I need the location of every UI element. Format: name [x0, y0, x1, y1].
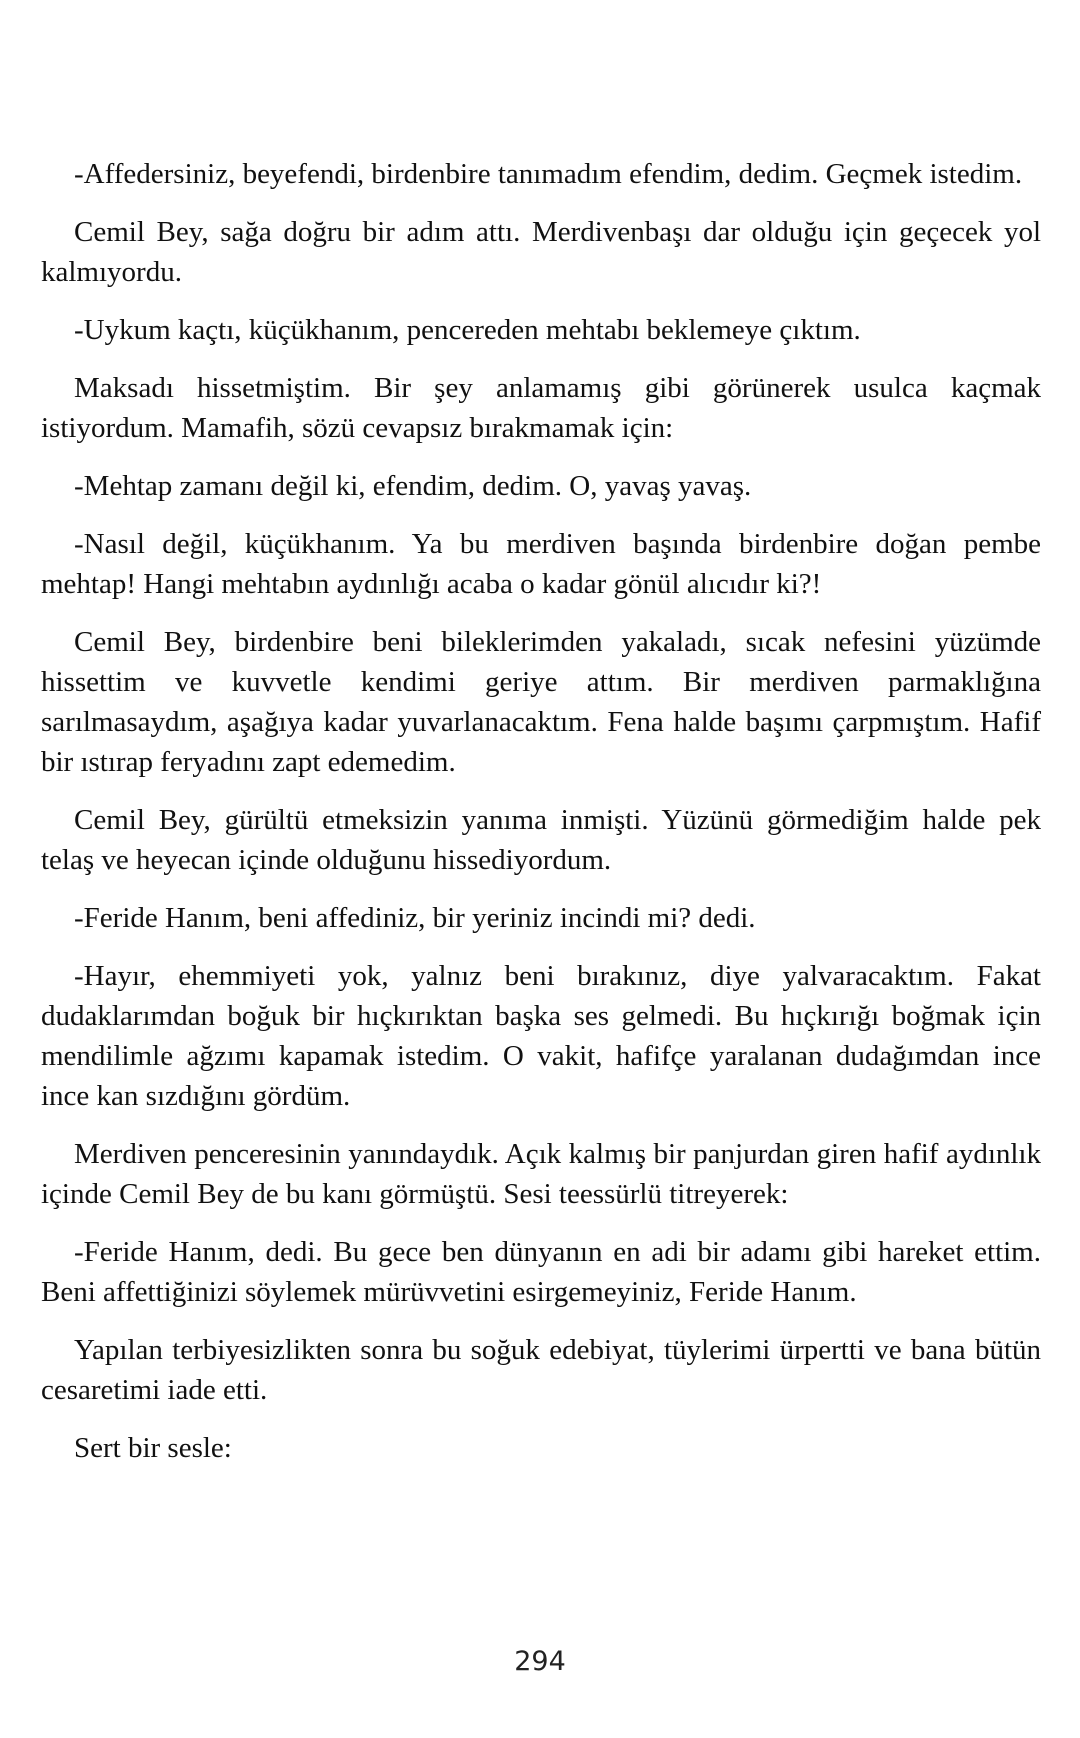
paragraph-4: Maksadı hissetmiştim. Bir şey anlamamış gibi görünerek usulca kaçmak istiyordum. Mamafih, sözü cevapsız bırakmamak için:: [41, 372, 1041, 444]
paragraph-13: Yapılan terbiyesizlikten sonra bu soğuk edebiyat, tüylerimi ürpertti ve bana bütün cesaretimi iade etti.: [41, 1334, 1041, 1406]
page-body: [41, 154, 1041, 1486]
paragraph-10: -Hayır, ehemmiyeti yok, yalnız beni bırakınız, diye yalvaracaktım. Fakat dudaklarımdan boğuk bir hıçkırıktan başka ses gelmedi. Bu hıçkırığı boğmak için mendilimle ağzımı kapamak istedim. O vakit, hafifçe yaralanan dudağımdan ince ince kan sızdığını gördüm.: [41, 960, 1041, 1112]
page-number: 294: [514, 1646, 566, 1677]
paragraph-2: Cemil Bey, sağa doğru bir adım attı. Merdivenbaşı dar olduğu için geçecek yol kalmıyordu.: [41, 216, 1041, 288]
paragraph-11: Merdiven penceresinin yanındaydık. Açık kalmış bir panjurdan giren hafif aydınlık içinde Cemil Bey de bu kanı görmüştü. Sesi teessürlü titreyerek:: [41, 1138, 1041, 1210]
paragraph-5: -Mehtap zamanı değil ki, efendim, dedim. O, yavaş yavaş.: [74, 470, 752, 502]
paragraph-12: -Feride Hanım, dedi. Bu gece ben dünyanın en adi bir adamı gibi hareket ettim. Beni affettiğinizi söylemek mürüvvetini esirgemeyiniz, Feride Hanım.: [41, 1236, 1041, 1308]
paragraph-7: Cemil Bey, birdenbire beni bileklerimden yakaladı, sıcak nefesini yüzümde hissettim ve kuvvetle kendimi geriye attım. Bir merdiven parmaklığına sarılmasaydım, aşağıya kadar yuvarlanacaktım. Fena halde başımı çarpmıştım. Hafif bir ıstırap feryadını zapt edemedim.: [41, 626, 1041, 778]
paragraph-14: Sert bir sesle:: [74, 1432, 232, 1464]
paragraph-9: -Feride Hanım, beni affediniz, bir yeriniz incindi mi? dedi.: [74, 902, 756, 934]
paragraph-3: -Uykum kaçtı, küçükhanım, pencereden mehtabı beklemeye çıktım.: [74, 314, 861, 346]
paragraph-8: Cemil Bey, gürültü etmeksizin yanıma inmişti. Yüzünü görmediğim halde pek telaş ve heyecan içinde olduğunu hissediyordum.: [41, 804, 1041, 876]
paragraph-1: -Affedersiniz, beyefendi, birdenbire tanımadım efendim, dedim. Geçmek istedim.: [74, 158, 1023, 190]
paragraph-6: -Nasıl değil, küçükhanım. Ya bu merdiven başında birdenbire doğan pembe mehtap! Hangi mehtabın aydınlığı acaba o kadar gönül alıcıdır ki?!: [41, 528, 1041, 600]
